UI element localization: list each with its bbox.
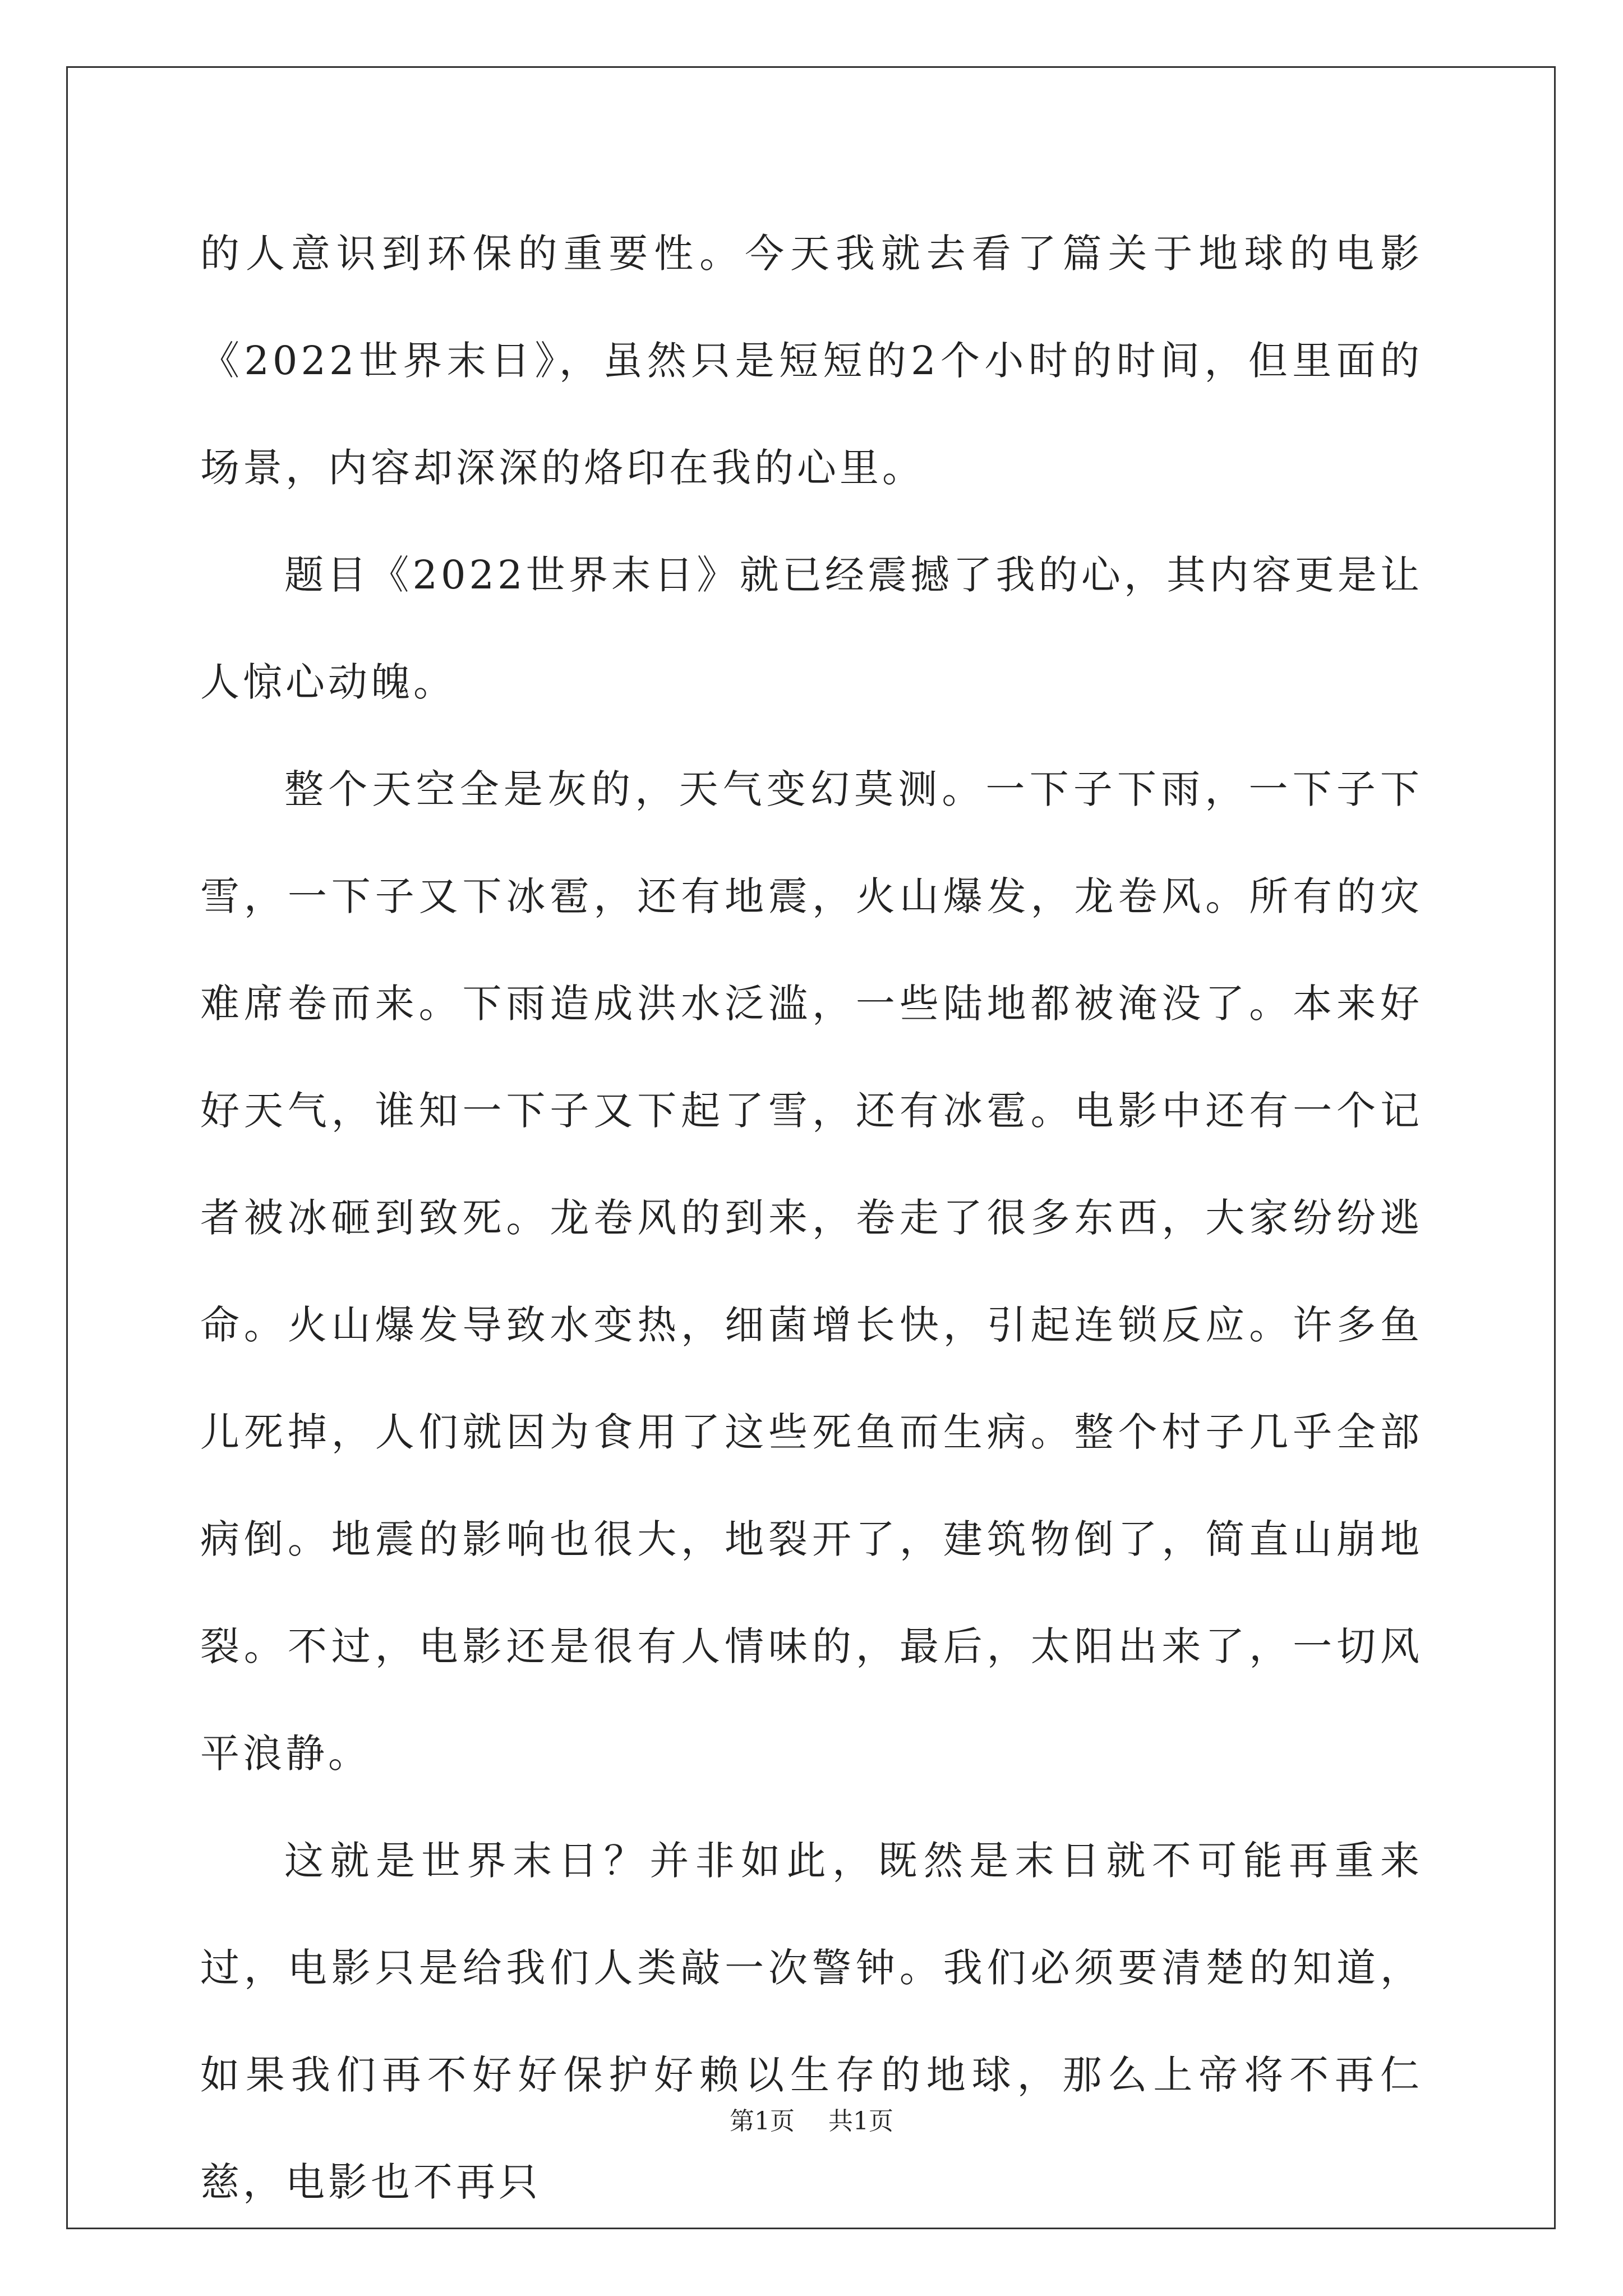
paragraph: 整个天空全是灰的，天气变幻莫测。一下子下雨，一下子下雪，一下子又下冰雹，还有地震，火山爆发，龙卷风。所有的灾难席卷而来。下雨造成洪水泛滥，一些陆地都被淹没了。本来好好天气，谁知一下子又下起了雪，还有冰雹。电影中还有一个记者被冰砸到致死。龙卷风的到来，卷走了很多东西，大家纷纷逃命。火山爆发导致水变热，细菌增长快，引起连锁反应。许多鱼儿死掉，人们就因为食用了这些死鱼而生病。整个村子几乎全部病倒。地震的影响也很大，地裂开了，建筑物倒了，简直山崩地裂。不过，电影还是很有人情味的，最后，太阳出来了，一切风平浪静。 (200, 766, 1423, 1777)
document-body (200, 200, 1423, 2236)
paragraph: 题目《2022世界末日》就已经震撼了我的心，其内容更是让人惊心动魄。 (200, 552, 1423, 705)
page-footer (0, 2105, 1623, 2138)
paragraph: 的人意识到环保的重要性。今天我就去看了篇关于地球的电影《2022世界末日》，虽然只是短短的2个小时的时间，但里面的场景，内容却深深的烙印在我的心里。 (200, 231, 1423, 491)
page-number: 第1页 (730, 2107, 795, 2136)
page-total: 共1页 (828, 2107, 893, 2136)
paragraph: 这就是世界末日？并非如此，既然是末日就不可能再重来过，电影只是给我们人类敲一次警钟。我们必须要清楚的知道，如果我们再不好好保护好赖以生存的地球，那么上帝将不再仁慈，电影也不再只 (200, 1838, 1423, 2205)
